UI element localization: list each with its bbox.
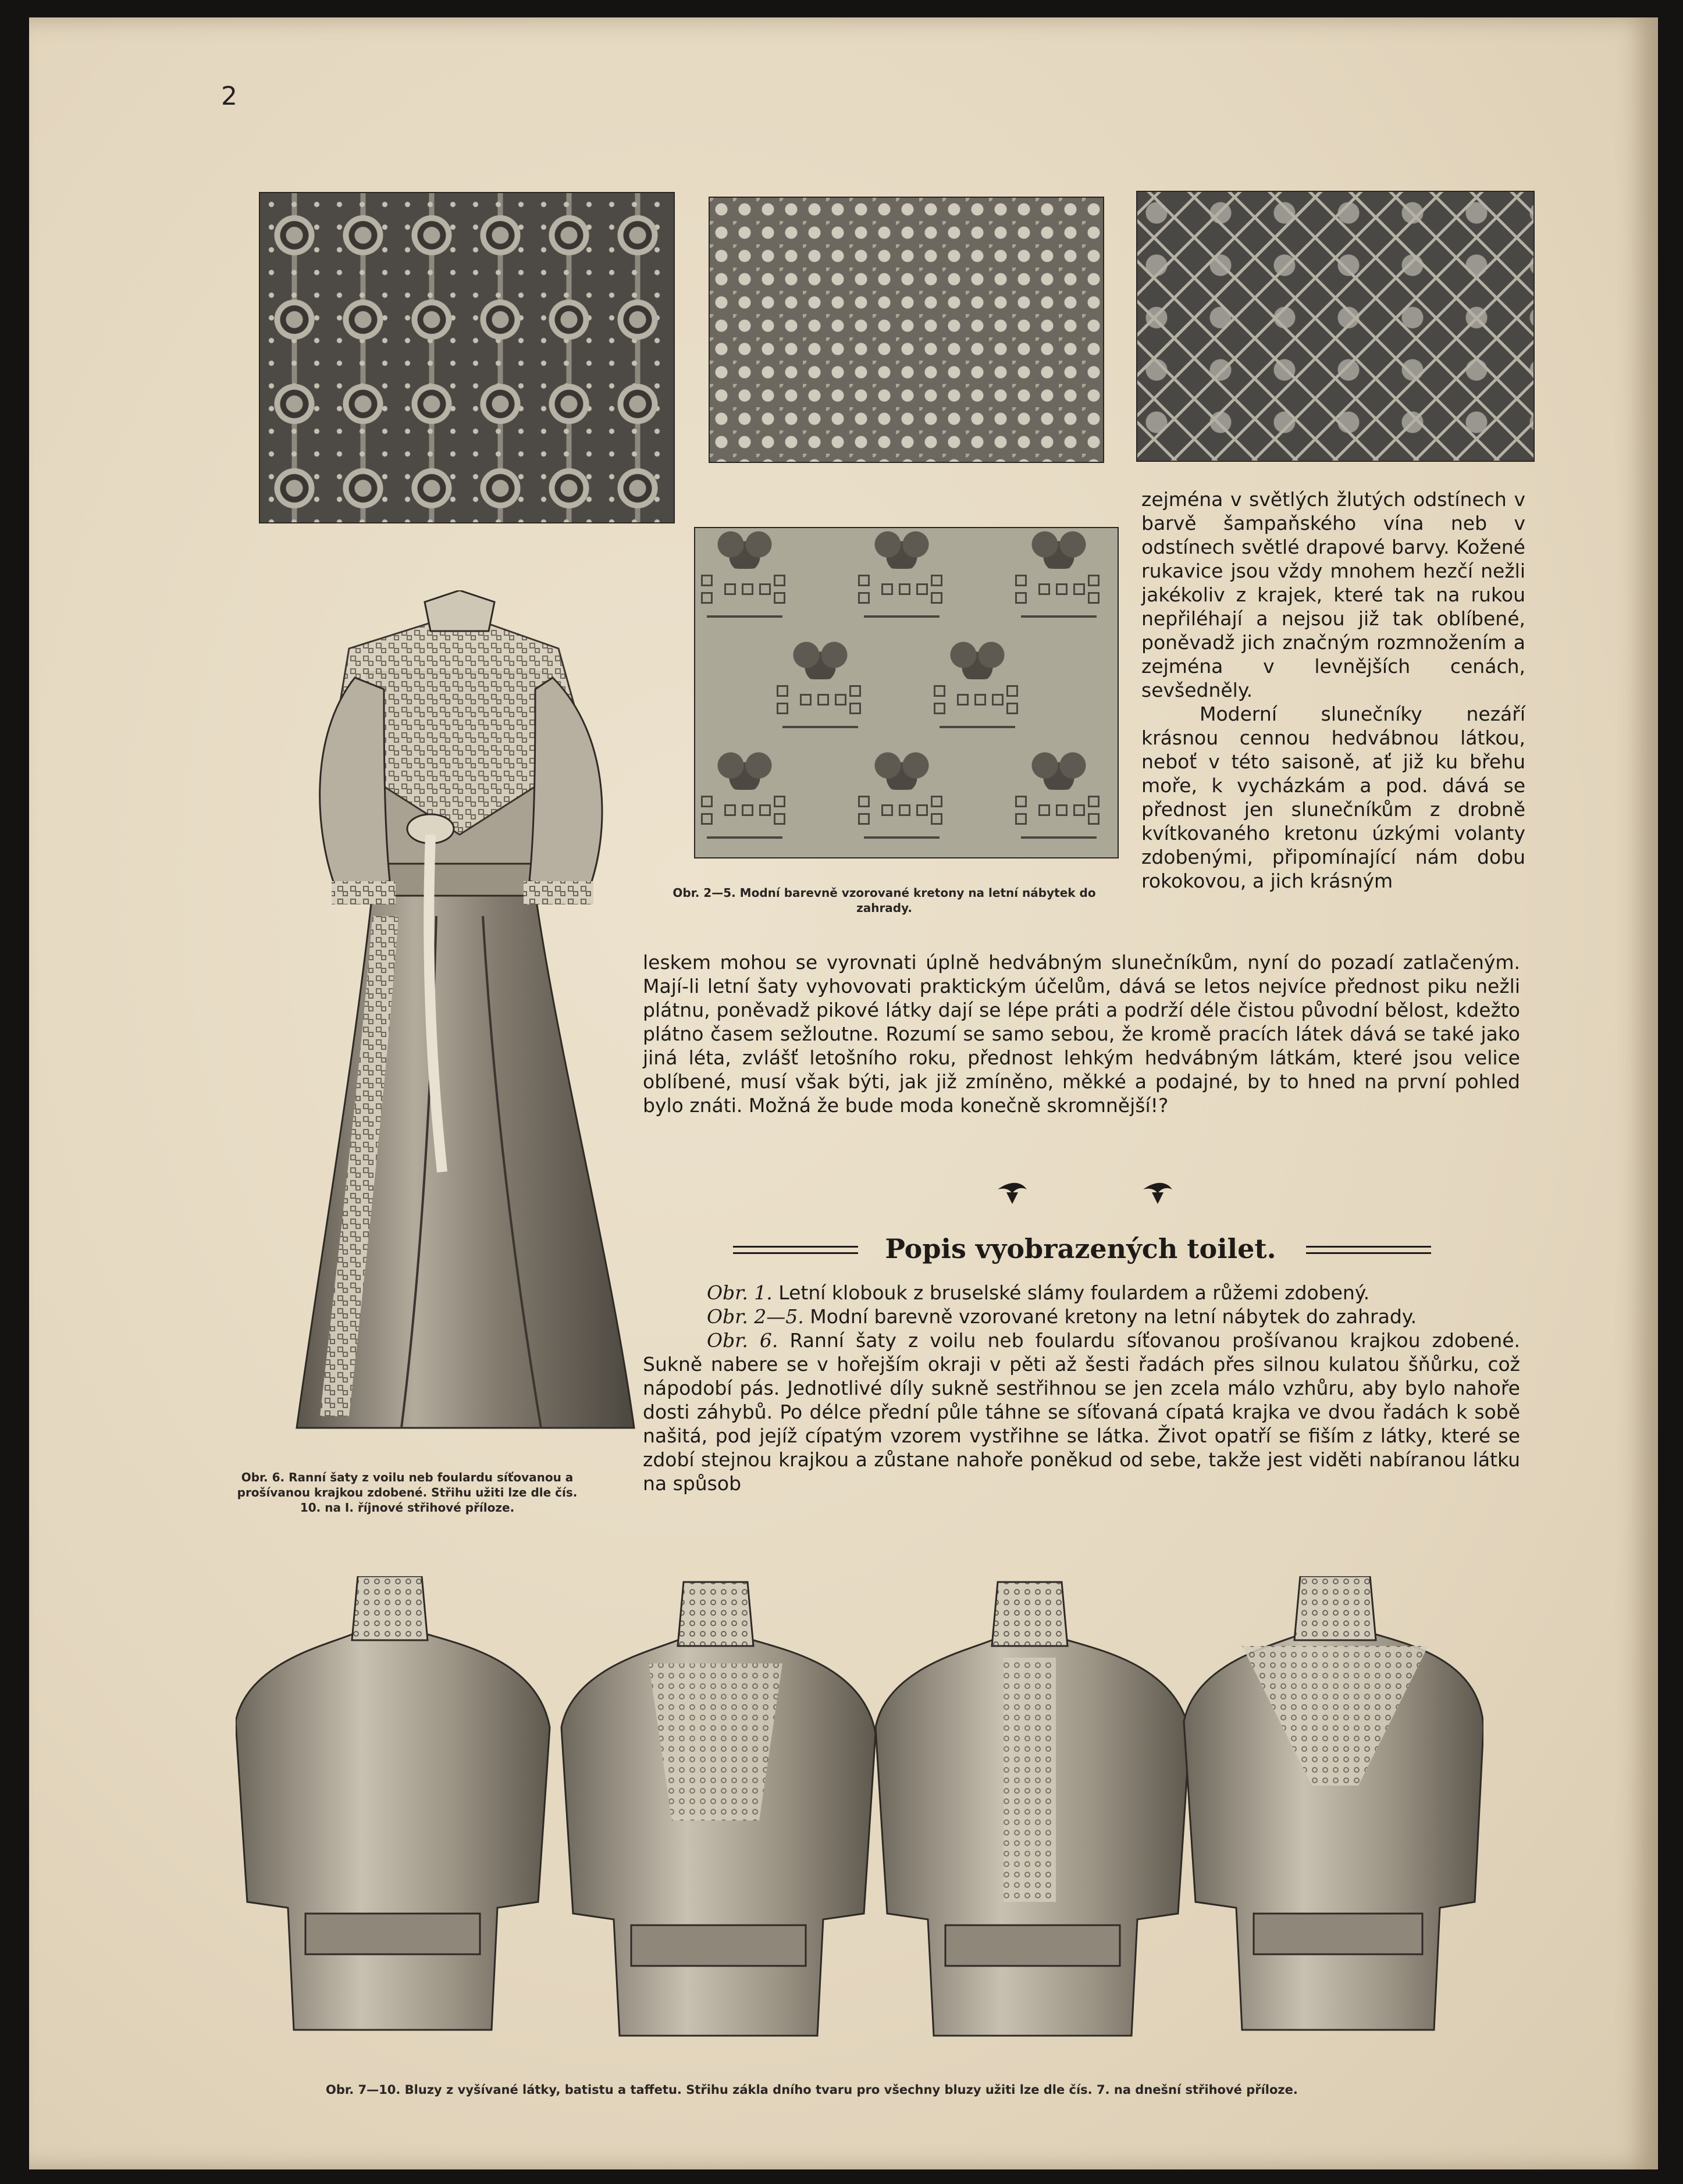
- heading-rule-right: [1306, 1246, 1431, 1254]
- description-text: Modní barevně vzorované kretony na letní nábytek do zahrady.: [810, 1305, 1417, 1328]
- square-motif: [777, 685, 788, 697]
- square-motif: [774, 592, 785, 604]
- square-motif: [759, 583, 771, 595]
- square-motif: [931, 575, 942, 586]
- caption-figure-6: Obr. 6. Ranní šaty z voilu neb foulardu síťovanou a prošívanou krajkou zdobené. Střihu užiti lze dle čís. 10. na I. říjnové střihové příloze.: [237, 1470, 578, 1515]
- square-motif: [774, 796, 785, 807]
- fabric-swatch-1: [259, 192, 675, 523]
- heading-rule-left: [733, 1246, 858, 1254]
- square-motif: [957, 694, 969, 706]
- square-motif: [1015, 796, 1027, 807]
- square-motif: [858, 575, 870, 586]
- paragraph: zejména v světlých žlutých odstínech v barvě šampaňského vína neb v odstínech světlé drapové barvy. Kožené rukavice jsou vždy mnohem hezčí nežli jakékoliv z krajek, které tak na rukou nepřiléhají a nejsou již tak oblíbené, poněvadž jich značným rozmnožením a zejména v levnějších cenách, sevšedněly.: [1141, 488, 1525, 701]
- square-motif: [931, 796, 942, 807]
- square-motif: [1056, 804, 1068, 816]
- fabric-swatch-2: [709, 197, 1104, 463]
- square-motif: [1015, 575, 1027, 586]
- caption-figures-7-10: Obr. 7—10. Bluzy z vyšívané látky, batistu a taffetu. Střihu zákla dního tvaru pro všechny bluzy užiti lze dle čís. 7. na dnešní střihové příloze.: [326, 2083, 1298, 2097]
- description-item: [643, 1328, 1520, 1495]
- square-motif: [1038, 583, 1050, 595]
- caption-figures-2-5: Obr. 2—5. Modní barevně vzorované kretony na letní nábytek do zahrady.: [673, 886, 1096, 915]
- square-motif: [1015, 592, 1027, 604]
- square-motif: [849, 703, 861, 714]
- square-motif: [916, 804, 928, 816]
- line-motif: [864, 836, 940, 839]
- article-right-column: [1141, 487, 1525, 893]
- flower-motif: [1024, 528, 1094, 569]
- square-motif: [1006, 703, 1018, 714]
- square-motif: [1088, 592, 1100, 604]
- square-motif: [934, 703, 945, 714]
- square-motif: [899, 583, 910, 595]
- figure-label: Obr. 2—5.: [707, 1305, 804, 1328]
- square-motif: [774, 575, 785, 586]
- square-motif: [858, 592, 870, 604]
- line-motif: [707, 836, 782, 839]
- swatch-motif: [934, 639, 1021, 737]
- swatch-motif: [858, 528, 945, 627]
- section-title: Popis vyobrazených toilet.: [885, 1233, 1276, 1264]
- swatch-motif: [701, 528, 788, 627]
- flower-motif: [710, 528, 780, 569]
- square-motif: [1088, 796, 1100, 807]
- figure-descriptions: [643, 1281, 1520, 1495]
- square-motif: [742, 583, 753, 595]
- paragraph: Moderní slunečníky nezáří krásnou cennou hedvábnou látkou, neboť v této saisoně, ať již ku břehu moře, k vycházkám a pod. dává se přednost jen slunečníkům z drobně kvítkovaného kretonu úzkými volanty zdobenými, připomínající nám dobu rokokovou, a jich krásným: [1141, 703, 1525, 892]
- swatch-motif: [858, 749, 945, 848]
- flower-motif: [710, 749, 780, 790]
- square-motif: [1038, 804, 1050, 816]
- square-motif: [817, 694, 829, 706]
- swatch-motif: [777, 639, 864, 737]
- flower-motif: [785, 639, 855, 679]
- square-motif: [701, 813, 713, 825]
- square-motif: [800, 694, 812, 706]
- square-motif: [1006, 685, 1018, 697]
- blouse-1: [236, 1576, 550, 2030]
- page-number: 2: [221, 81, 237, 111]
- square-motif: [881, 583, 893, 595]
- square-motif: [916, 583, 928, 595]
- figure-label: Obr. 1.: [707, 1281, 773, 1304]
- description-text: Letní klobouk z bruselské slámy foulardem a růžemi zdobený.: [778, 1281, 1370, 1304]
- blouse-2: [561, 1582, 876, 2036]
- square-motif: [1088, 575, 1100, 586]
- line-motif: [864, 615, 940, 618]
- square-motif: [1056, 583, 1068, 595]
- swatch-motif: [701, 749, 788, 848]
- flower-motif: [1024, 749, 1094, 790]
- description-text: Ranní šaty z voilu neb foulardu síťovanou prošívanou krajkou zdobené. Sukně nabere se v hořejším okraji v pěti až šesti řadách přes silnou kulatou šňůrku, což nápodobí pás. Jednotlivé díly sukně sestřihnou se jen zcela málo vzhůru, aby bylo nahoře dosti záhybů. Po délce přední půle táhne se síťovaná cípatá krajka ve dvou řadách k sobě našitá, pod jejíž cípatým vzorem vystřihne se látka. Život opatří se fiším z látky, které se zdobí stejnou krajkou a zůstane nahoře poněkud od sebe, takže jest viděti nabíranou látku na spůsob: [643, 1329, 1520, 1495]
- swatch-motif: [1015, 749, 1102, 848]
- square-motif: [881, 804, 893, 816]
- square-motif: [849, 685, 861, 697]
- article-continuation: [643, 950, 1520, 1117]
- square-motif: [931, 813, 942, 825]
- square-motif: [742, 804, 753, 816]
- dress-illustration: [285, 590, 646, 1445]
- square-motif: [934, 685, 945, 697]
- square-motif: [701, 575, 713, 586]
- line-motif: [707, 615, 782, 618]
- line-motif: [782, 726, 858, 728]
- section-heading: [733, 1233, 1431, 1268]
- line-motif: [1021, 615, 1097, 618]
- magazine-page: [29, 17, 1658, 2169]
- square-motif: [974, 694, 986, 706]
- square-motif: [774, 813, 785, 825]
- square-motif: [835, 694, 846, 706]
- square-motif: [701, 796, 713, 807]
- description-item: [643, 1281, 1520, 1305]
- square-motif: [931, 592, 942, 604]
- flower-motif: [867, 528, 937, 569]
- fabric-swatch-4: [694, 527, 1119, 858]
- swatch-motif: [1015, 528, 1102, 627]
- flower-motif: [942, 639, 1012, 679]
- square-motif: [759, 804, 771, 816]
- blouses-illustration: [236, 1576, 1483, 2076]
- square-motif: [701, 592, 713, 604]
- blouse-3: [876, 1582, 1190, 2036]
- square-motif: [858, 813, 870, 825]
- square-motif: [724, 583, 736, 595]
- square-motif: [1073, 583, 1085, 595]
- square-motif: [777, 703, 788, 714]
- square-motif: [899, 804, 910, 816]
- square-motif: [724, 804, 736, 816]
- fabric-swatch-3: [1136, 191, 1535, 462]
- square-motif: [1088, 813, 1100, 825]
- square-motif: [1015, 813, 1027, 825]
- description-item: [643, 1305, 1520, 1328]
- figure-label: Obr. 6.: [707, 1329, 778, 1352]
- flower-motif: [867, 749, 937, 790]
- blouse-4: [1184, 1576, 1483, 2030]
- square-motif: [992, 694, 1004, 706]
- ornament-icon: [986, 1181, 1184, 1210]
- line-motif: [1021, 836, 1097, 839]
- square-motif: [858, 796, 870, 807]
- paragraph: leskem mohou se vyrovnati úplně hedvábným slunečníkům, nyní do pozadí zatlačeným. Mají-li letní šaty vyhovovati praktickým účelům, dává se letos nejvíce přednost piku nežli plátnu, poněvadž pikové látky dají se lépe práti a podrží déle čistou původní bělost, kdežto plátno časem sežloutne. Rozumí se samo sebou, že kromě pracích látek dává se také jako jiná léta, zvlášť letošního roku, přednost lehkým hedvábným látkám, které jsou velice oblíbené, musí však býti, jak již zmíněno, měkké a podajné, by to hned na první pohled bylo znáti. Možná že bude moda konečně skromnější!?: [643, 951, 1520, 1117]
- square-motif: [1073, 804, 1085, 816]
- line-motif: [940, 726, 1015, 728]
